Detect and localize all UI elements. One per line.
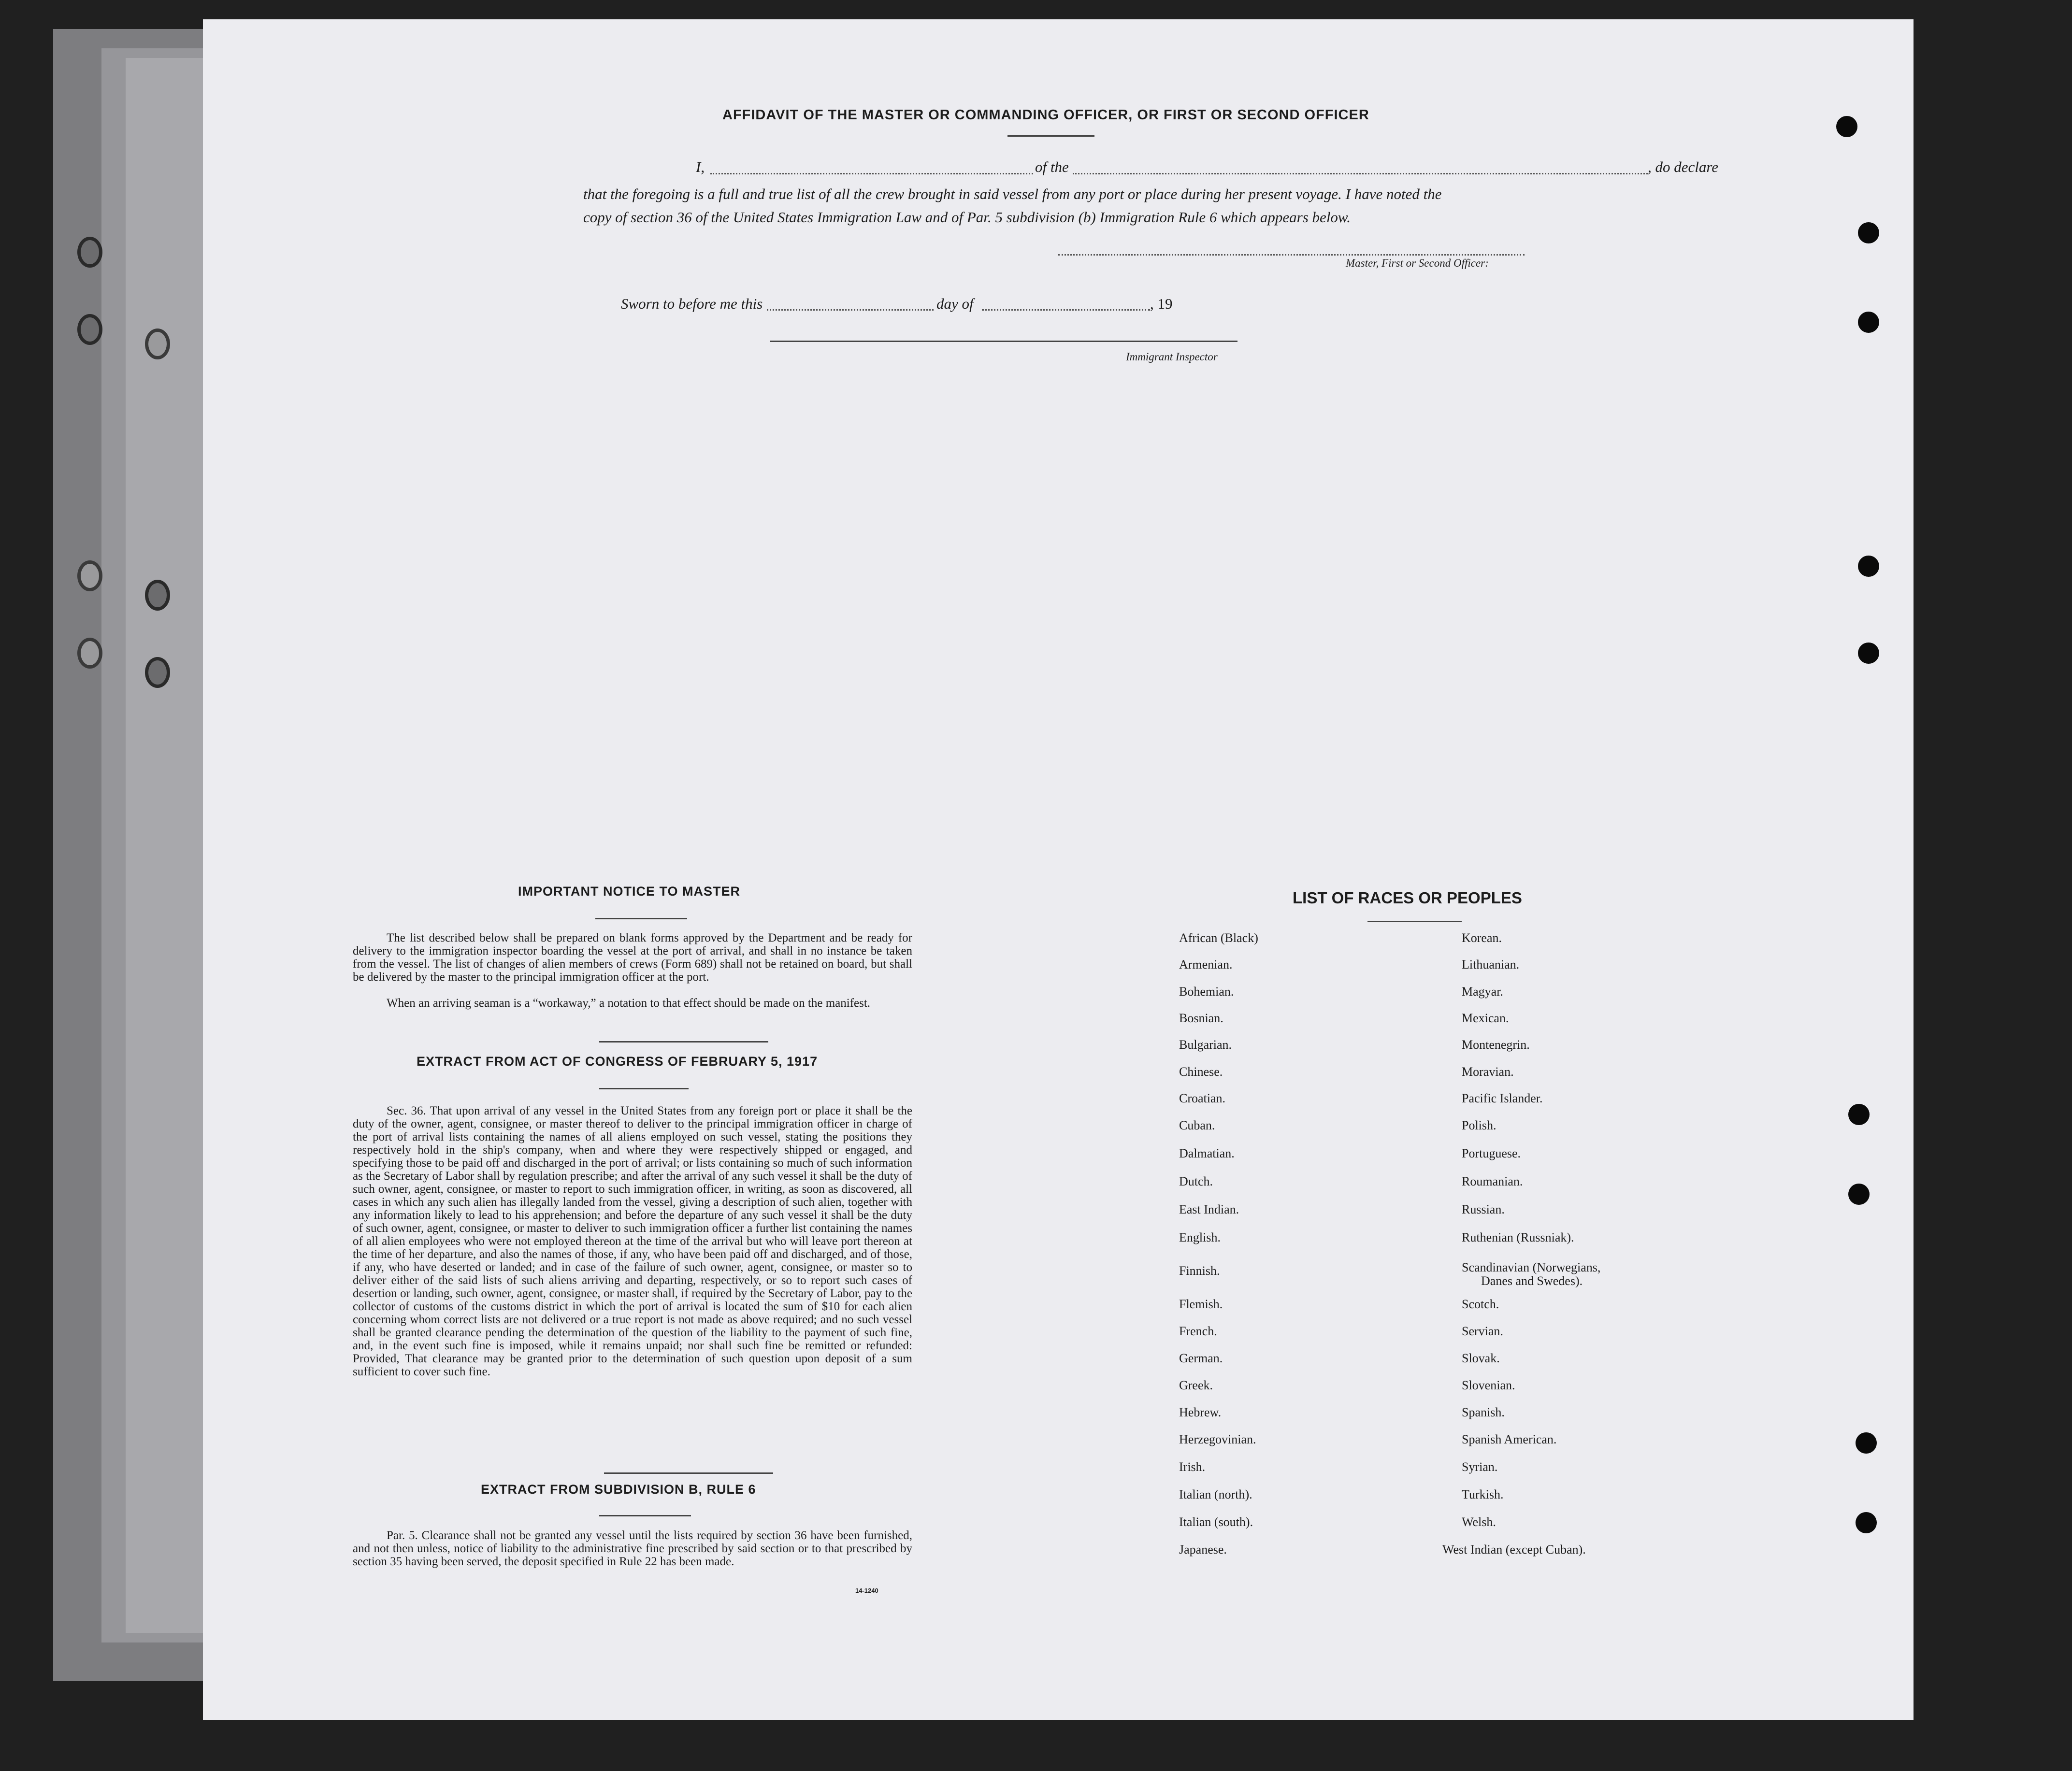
race-entry: Ruthenian (Russniak).: [1462, 1230, 1574, 1244]
binder-ring: [145, 657, 170, 688]
rule-extract-underline: [599, 1515, 691, 1516]
race-entry: Slovenian.: [1462, 1378, 1515, 1392]
race-entry: Greek.: [1179, 1378, 1213, 1392]
races-underline: [1367, 921, 1462, 922]
day-of-label: day of: [936, 295, 974, 312]
races-title: LIST OF RACES OR PEOPLES: [1293, 889, 1522, 907]
year-label: , 19: [1150, 295, 1173, 312]
race-entry: Magyar.: [1462, 985, 1503, 999]
punch-hole: [1848, 1184, 1870, 1205]
declaration-line-2: that the foregoing is a full and true list of all the crew brought in said vessel from any port or place during her present voyage. I have noted the: [583, 186, 1442, 202]
act-extract-body: [353, 1104, 912, 1378]
punch-hole: [1858, 556, 1879, 577]
declarant-name-line: [710, 173, 1033, 174]
race-entry: Scandinavian (Norwegians,: [1462, 1260, 1601, 1274]
race-entry: Russian.: [1462, 1202, 1505, 1216]
notice-text: The list described below shall be prepared on blank forms approved by the Department and be ready for delivery to the immigration inspector boarding the vessel at the port of arrival, and shall in no instance be taken from the vessel. The list of changes of alien members of crews (Form 689) shall not be retained on board, but shall be delivered by the master to the principal immigration officer at the port.: [353, 931, 912, 984]
race-entry: Polish.: [1462, 1118, 1496, 1132]
race-entry: English.: [1179, 1230, 1221, 1244]
binder-ring: [145, 580, 170, 611]
declare-label: , do declare: [1648, 158, 1719, 175]
race-entry: Moravian.: [1462, 1065, 1514, 1079]
race-entry: Syrian.: [1462, 1460, 1498, 1474]
sworn-month-line: [982, 309, 1150, 311]
binder-ring: [77, 638, 102, 669]
rule-extract-text: Par. 5. Clearance shall not be granted any vessel until the lists required by section 36 have been furnished, and not then unless, notice of liability to the administrative fine prescribed by said section or to that prescribed by section 35 having been served, the deposit specified in Rule 22 has been made.: [353, 1529, 912, 1568]
binder-ring: [77, 237, 102, 268]
binder-ring: [77, 560, 102, 591]
punch-hole: [1856, 1512, 1877, 1533]
sworn-day-line: [767, 309, 934, 311]
race-entry: Bohemian.: [1179, 985, 1234, 999]
race-entry: Chinese.: [1179, 1065, 1223, 1079]
inspector-signature-line: [770, 341, 1237, 342]
race-entry: Dalmatian.: [1179, 1146, 1235, 1160]
punch-hole: [1848, 1104, 1870, 1125]
title-underline: [1007, 135, 1094, 137]
race-entry: Japanese.: [1179, 1542, 1227, 1557]
race-entry: Italian (south).: [1179, 1515, 1253, 1529]
punch-hole: [1858, 312, 1879, 333]
binder-ring: [77, 314, 102, 345]
race-entry: Scotch.: [1462, 1297, 1499, 1311]
notice-body: [353, 931, 912, 984]
race-entry: Hebrew.: [1179, 1405, 1222, 1419]
race-entry: French.: [1179, 1324, 1217, 1338]
act-extract-title: EXTRACT FROM ACT OF CONGRESS OF FEBRUARY 5, 1917: [417, 1054, 818, 1069]
form-number: 14-1240: [855, 1587, 878, 1594]
race-entry: East Indian.: [1179, 1202, 1239, 1216]
race-entry: Flemish.: [1179, 1297, 1223, 1311]
notice-underline: [595, 918, 687, 919]
race-entry: West Indian (except Cuban).: [1442, 1542, 1586, 1557]
race-entry: Pacific Islander.: [1462, 1091, 1543, 1105]
master-signature-label: Master, First or Second Officer:: [1346, 257, 1489, 269]
race-entry: German.: [1179, 1351, 1223, 1365]
binder-ring: [145, 328, 170, 359]
race-entry: Servian.: [1462, 1324, 1503, 1338]
race-entry: Mexican.: [1462, 1011, 1509, 1025]
section-divider: [604, 1472, 773, 1474]
race-entry: African (Black): [1179, 931, 1258, 945]
declaration-line-3: copy of section 36 of the United States Immigration Law and of Par. 5 subdivision (b) Immigration Rule 6 which appears below.: [583, 209, 1351, 226]
race-entry-continued: Danes and Swedes).: [1481, 1274, 1583, 1288]
binder-page-front: [126, 58, 213, 1633]
race-entry: Irish.: [1179, 1460, 1206, 1474]
punch-hole: [1858, 643, 1879, 664]
race-entry: Lithuanian.: [1462, 957, 1520, 971]
race-entry: Welsh.: [1462, 1515, 1496, 1529]
race-entry: Finnish.: [1179, 1264, 1220, 1278]
punch-hole: [1836, 116, 1857, 137]
act-extract-underline: [599, 1088, 689, 1089]
race-entry: Italian (north).: [1179, 1487, 1252, 1501]
race-entry: Croatian.: [1179, 1091, 1226, 1105]
punch-hole: [1858, 222, 1879, 243]
race-entry: Herzegovinian.: [1179, 1432, 1256, 1446]
sworn-label: Sworn to before me this: [621, 295, 763, 312]
race-entry: Spanish American.: [1462, 1432, 1557, 1446]
race-entry: Portuguese.: [1462, 1146, 1521, 1160]
punch-hole: [1856, 1432, 1877, 1454]
race-entry: Turkish.: [1462, 1487, 1504, 1501]
race-entry: Dutch.: [1179, 1174, 1213, 1188]
inspector-label: Immigrant Inspector: [1126, 351, 1218, 363]
document-page: [203, 19, 1914, 1720]
notice-body-2: [353, 997, 912, 1010]
race-entry: Armenian.: [1179, 957, 1233, 971]
affidavit-title: AFFIDAVIT OF THE MASTER OR COMMANDING OFFICER, OR FIRST OR SECOND OFFICER: [722, 107, 1369, 123]
race-entry: Bulgarian.: [1179, 1038, 1232, 1052]
race-entry: Slovak.: [1462, 1351, 1500, 1365]
race-entry: Spanish.: [1462, 1405, 1505, 1419]
master-signature-line: [1058, 254, 1525, 256]
race-entry: Montenegrin.: [1462, 1038, 1530, 1052]
race-entry: Bosnian.: [1179, 1011, 1223, 1025]
race-entry: Cuban.: [1179, 1118, 1215, 1132]
notice-text-2: When an arriving seaman is a “workaway,” a notation to that effect should be made on the manifest.: [387, 997, 871, 1010]
rule-extract-body: [353, 1529, 912, 1568]
vessel-label: of the: [1035, 158, 1069, 175]
notice-title: IMPORTANT NOTICE TO MASTER: [518, 884, 740, 899]
race-entry: Roumanian.: [1462, 1174, 1523, 1188]
act-extract-text: Sec. 36. That upon arrival of any vessel in the United States from any foreign port or place it shall be the duty of the owner, agent, consignee, or master thereof to deliver to the principal immigration officer in charge of the port of arrival lists containing the names of all aliens employed on such vessel, stating the positions they respectively hold in the ship's company, when and where they were respectively shipped or engaged, and specifying those to be paid off and discharged in the port of arrival; or lists containing so much of such information as the Secretary of Labor shall by regulation prescribe; and after the arrival of any such vessel it shall be the duty of such owner, agent, consignee, or master to report to such immigration officer, in writing, as soon as discovered, all cases in which any such alien has illegally landed from the vessel, giving a description of such alien, together with any information likely to lead to his apprehension; and before the departure of any such vessel it shall be the duty of such owner, agent, consignee, or master to deliver to such immigration officer a further list containing the names of all alien employees who were not employed thereon at the time of the arrival but who will leave port thereon at the time of her departure, and also the names of those, if any, who have been paid off and discharged, and of those, if any, who have deserted or landed; and in case of the failure of such owner, agent, consignee, or master so to deliver either of the said lists of such aliens arriving and departing, respectively, or so to report such cases of desertion or landing, such owner, agent, consignee, or master shall, if required by the Secretary of Labor, pay to the collector of customs of the customs district in which the port of arrival is located the sum of $10 for each alien concerning whom correct lists are not delivered or a true report is not made as above required; and no such vessel shall be granted clearance pending the determination of the question of the liability to the payment of such fine, and, in the event such fine is imposed, while it remains unpaid; nor shall such fine be remitted or refunded: Provided, That clearance may be granted prior to the determination of such question upon deposit of a sum sufficient to cover such fine.: [353, 1104, 912, 1378]
declarant-label: I,: [696, 158, 705, 175]
section-divider: [599, 1041, 768, 1043]
race-entry: Korean.: [1462, 931, 1502, 945]
rule-extract-title: EXTRACT FROM SUBDIVISION B, RULE 6: [481, 1482, 756, 1497]
vessel-name-line: [1073, 173, 1648, 174]
